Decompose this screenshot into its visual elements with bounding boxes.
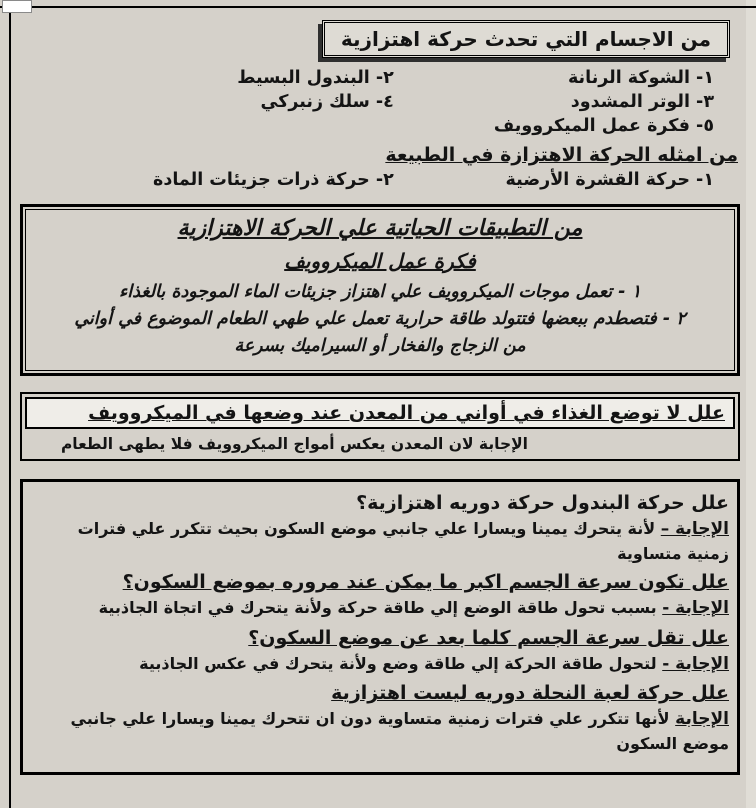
question-speed-decrease: علل تقل سرعة الجسم كلما بعد عن موضع السكون؟ [248,626,729,649]
answer-text: بسبب تحول طاقة الوضع إلي طاقة حركة ولأنة يتحرك في اتجاة الجاذبية [98,598,657,618]
answer-max-speed [31,596,729,621]
list-item-tuning-fork: ١- الشوكة الرنانة [567,68,714,88]
page-top-rule [0,6,756,8]
answer-label: الإجابة [478,435,528,454]
list-item-empty [18,116,394,136]
section-title-vibrating-objects [322,20,730,58]
list-item-matter-atoms: ٢- حركة ذرات جزيئات المادة [153,170,394,190]
applications-title: من التطبيقات الحياتية علي الحركة الاهتزازية [177,216,583,241]
answer-label: الإجابة – [660,519,729,540]
list-item-spring-wire: ٤- سلك زنبركي [260,92,394,112]
page-corner-artifact [2,0,32,13]
section-title-text: من الاجسام التي تحدث حركة اهتزازية [340,27,711,51]
document-content [18,14,740,775]
list-item-microwave-idea: ٥- فكرة عمل الميكروويف [493,116,714,136]
page-left-rule [9,13,11,808]
answer-text: لان المعدن يعكس أمواج الميكروويف فلا يطهى الطعام [60,435,474,454]
list-item-earth-crust: ١- حركة القشرة الأرضية [505,170,714,190]
answer-label: الإجابة - [662,653,729,674]
page-right-edge [746,0,756,808]
heading-nature-examples: من امثله الحركة الاهتزازة في الطبيعة [385,144,738,166]
applications-box-inner [25,209,735,371]
nature-list-row [18,170,740,190]
applications-line-3: من الزجاج والفخار أو السيراميك بسرعة [234,336,526,357]
metal-answer [22,432,738,459]
applications-line-1: ١ - تعمل موجات الميكروويف علي اهتزاز جزيئات الماء الموجودة بالغذاء [118,282,641,302]
answer-speed-decrease [31,652,729,677]
objects-list-row-1 [18,68,740,88]
question-spinning-top: علل حركة لعبة النحلة دوريه ليست اهتزازية [331,682,729,705]
metal-container-question-box [20,392,740,461]
question-max-speed: علل تكون سرعة الجسم اكبر ما يمكن عند مروره بموضع السكون؟ [122,571,729,594]
list-item-stretched-string: ٣- الوتر المشدود [570,92,714,112]
answer-spinning-top [31,707,729,755]
answer-text: لتحول طاقة الحركة إلي طاقة وضع ولأنة يتحرك في عكس الجاذبية [139,653,657,673]
answer-text: لأنها تتكرر علي فترات زمنية متساوية دون ان تتحرك يمينا ويسارا علي جانبي موضع السكون [70,709,729,754]
objects-list-row-2 [18,92,740,112]
applications-box [20,204,740,376]
answer-pendulum-periodic [31,517,729,565]
list-item-simple-pendulum: ٢- البندول البسيط [237,68,394,88]
objects-list-row-3 [18,116,740,136]
answer-text: لأنة يتحرك يمينا ويسارا علي جانبي موضع السكون بحيث تتكرر علي فترات زمنية متساوية [77,519,729,564]
qa-box [20,479,740,775]
answer-label: الإجابة [675,709,729,730]
answer-label: الإجابة - [662,598,729,619]
applications-subtitle: فكرة عمل الميكروويف [284,249,476,273]
metal-question: علل لا توضع الغذاء في أواني من المعدن عند وضعها في الميكروويف [25,397,735,429]
question-pendulum-periodic: علل حركة البندول حركة دوريه اهتزازية؟ [356,492,729,515]
applications-line-2: ٢ - فتصطدم ببعضها فتتولد طاقة حرارية تعمل علي طهي الطعام الموضوع في أواني [74,309,686,330]
